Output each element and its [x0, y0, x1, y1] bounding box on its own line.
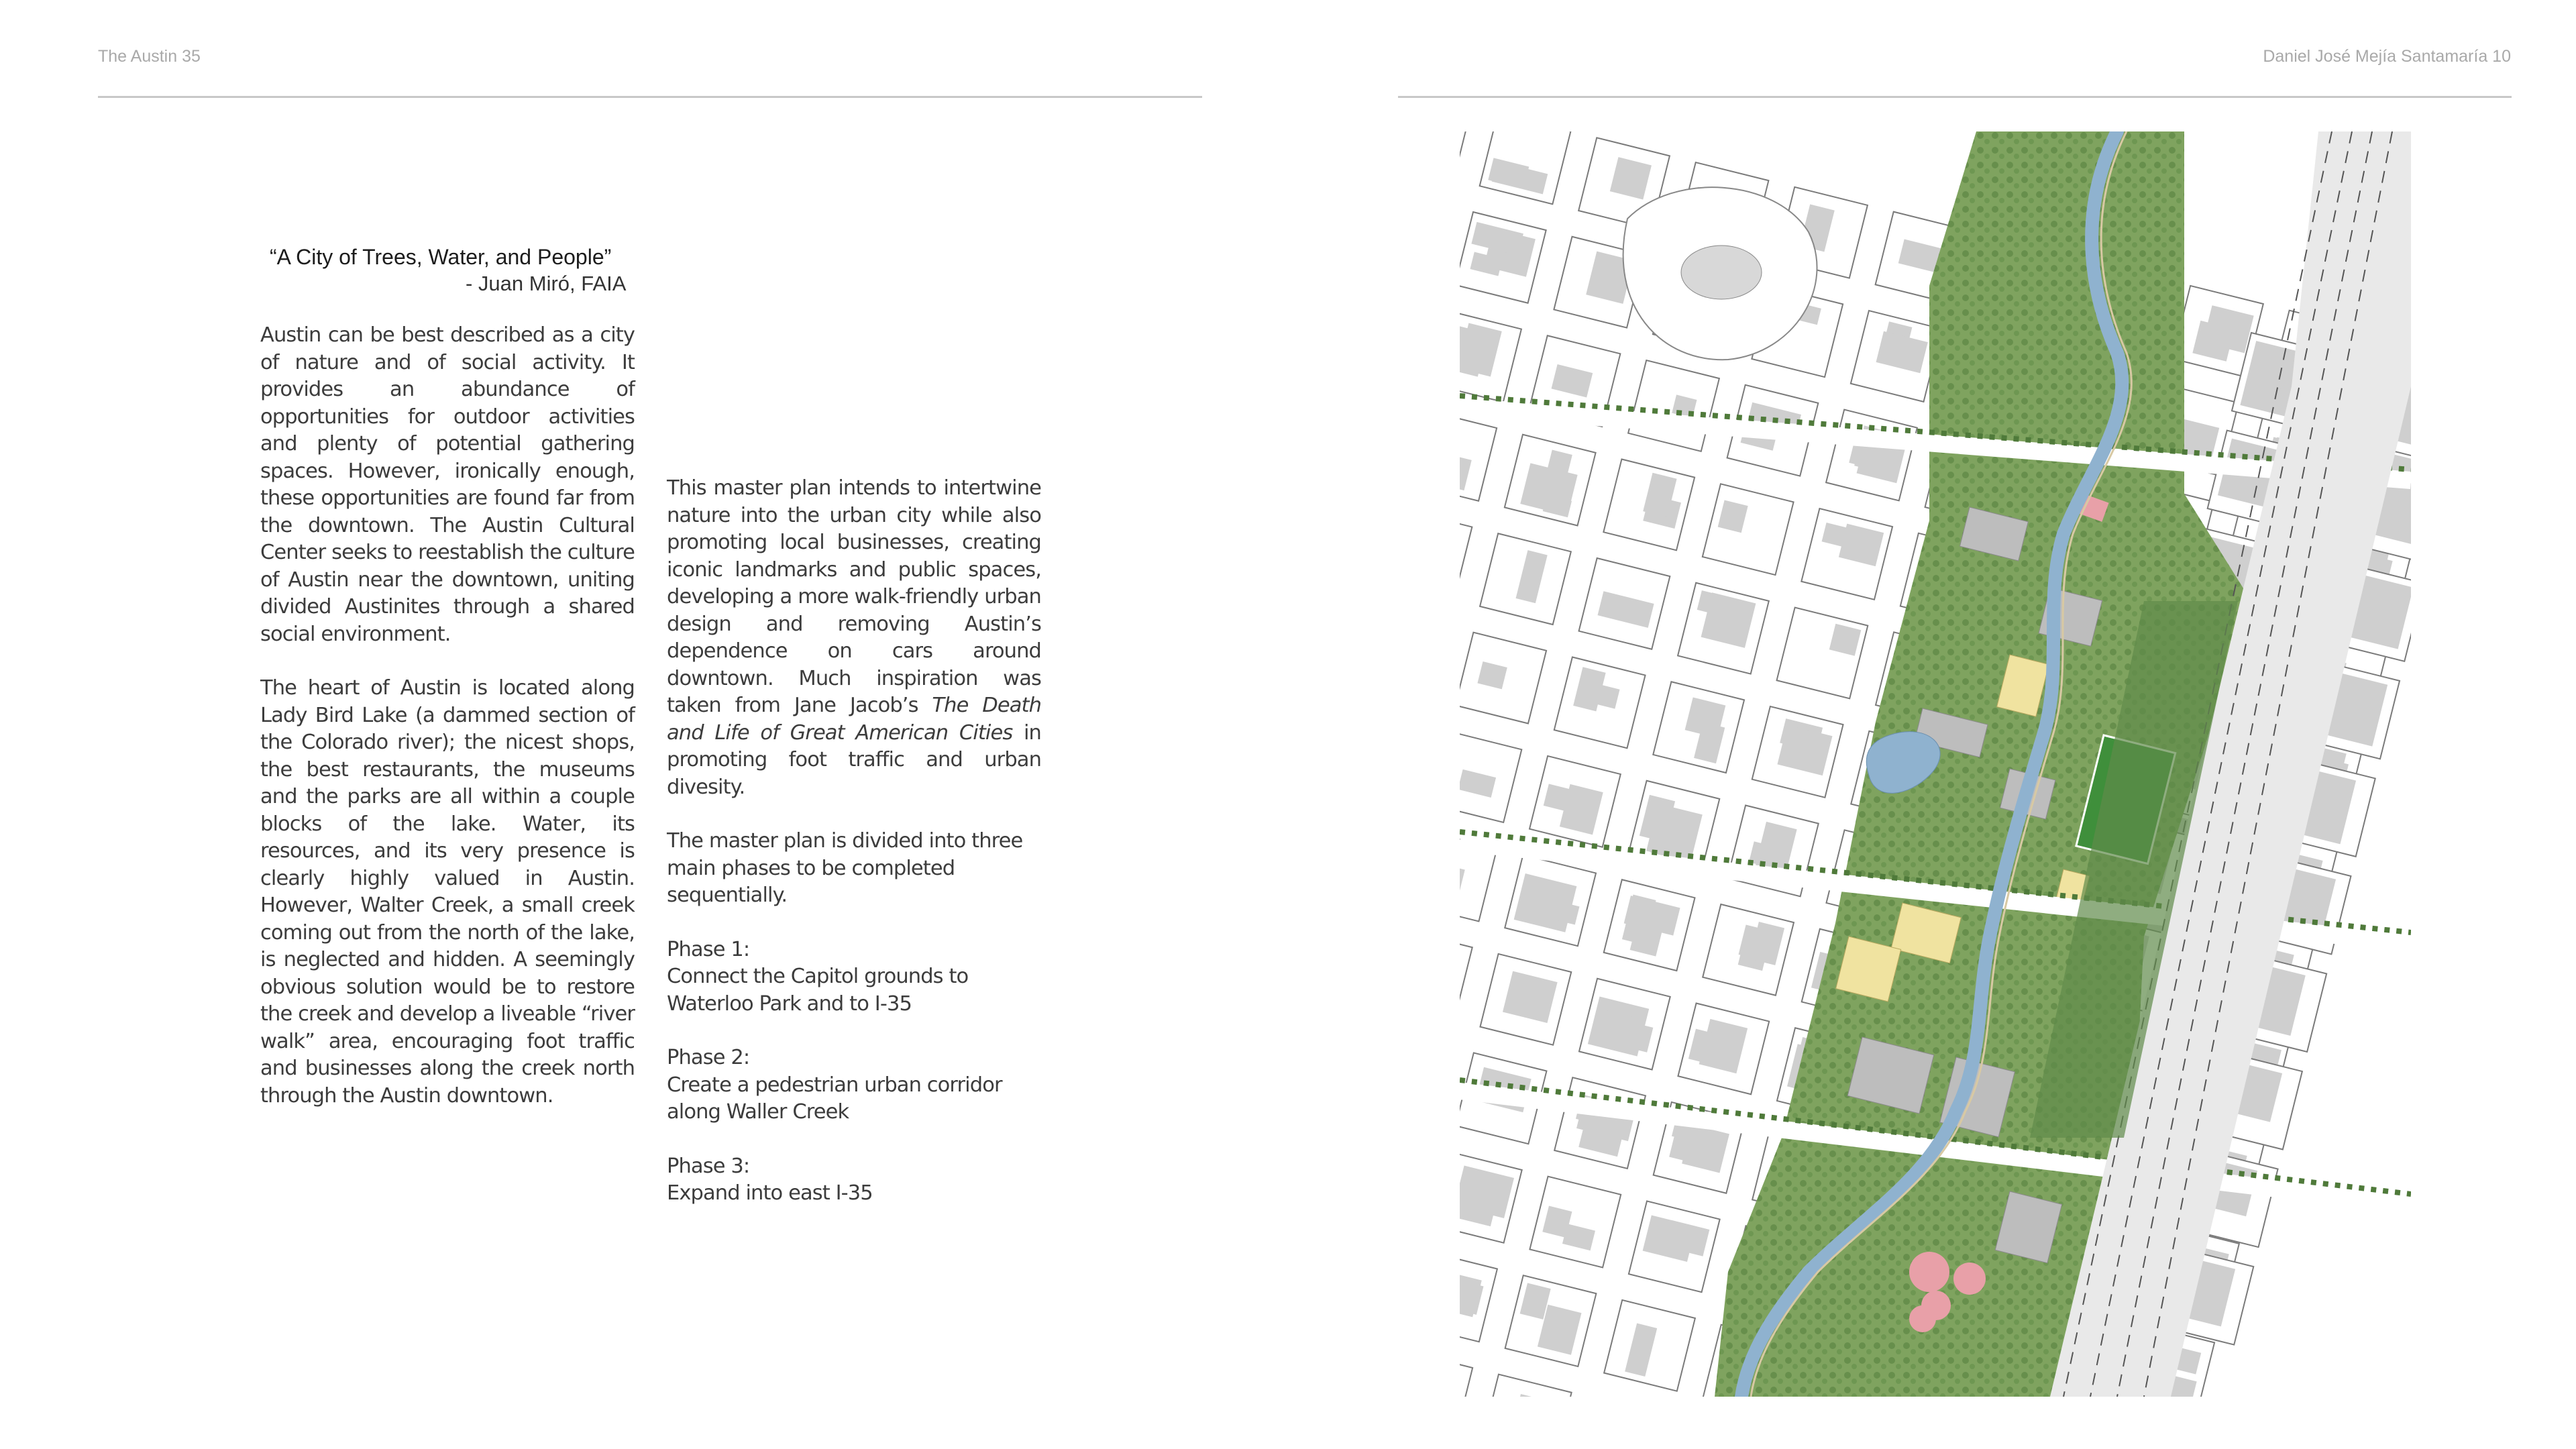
header-divider-left	[98, 96, 1202, 98]
phase-2-block	[667, 1044, 1041, 1126]
plaza-pavilion	[1953, 1263, 1986, 1295]
plaza-pavilion	[1909, 1305, 1936, 1332]
page-header-right: Daniel José Mejía Santamaría 10	[2263, 47, 2511, 66]
header-divider-right	[1398, 96, 2512, 98]
lady-bird-lake-paragraph: The heart of Austin is located along Lady Bird Lake (a dammed section of the Colorado river); the nicest shops, the best restaurants, the museums and the parks are all within a couple blocks of the lake. Water, its resources, and its very presence is clearly highly valued in Austin. However, Walter Creek, a small creek coming out from the north of the lake, is neglected and hidden. A seemingly obvious solution would be to restore the creek and develop a liveable “river walk” area, encouraging foot traffic and businesses along the creek north through the Austin downtown.	[260, 676, 635, 1108]
phase-3-text: Expand into east I-35	[667, 1181, 873, 1205]
page-header-left: The Austin 35	[98, 47, 201, 66]
phases-intro-paragraph: The master plan is divided into three main phases to be completed sequentially.	[667, 829, 1023, 907]
phase-1-block	[667, 936, 1041, 1018]
middle-text-column	[667, 475, 1041, 1234]
capitol-building	[1681, 246, 1762, 299]
intro-paragraph: Austin can be best described as a city of nature and of social activity. It provides an abundance of opportunities for outdoor activities and plenty of potential gathering spaces. However, ironically enough, these opportunities are found far from the downtown. The Austin Cultural Center seeks to reestablish the culture of Austin near the downtown, uniting divided Austinites through a shared social environment.	[260, 323, 635, 646]
plaza-pavilion	[1909, 1252, 1949, 1292]
master-plan-paragraph	[667, 475, 1041, 801]
master-plan-map	[1460, 131, 2411, 1397]
book-title: The Death and Life of Great American Cities	[667, 694, 1041, 745]
phase-2-text: Create a pedestrian urban corridor along Waller Creek	[667, 1073, 1002, 1124]
master-plan-text-b: in promoting foot traffic and urban divesity.	[667, 720, 1041, 799]
phase-3-label: Phase 3:	[667, 1154, 750, 1178]
quote-author: - Juan Miró, FAIA	[466, 272, 627, 295]
phase-1-text: Connect the Capitol grounds to Waterloo Park and to I-35	[667, 965, 969, 1016]
master-plan-map-drawing	[1460, 131, 2411, 1397]
phase-3-block	[667, 1153, 1041, 1208]
phase-1-label: Phase 1:	[667, 937, 750, 961]
left-text-column	[260, 322, 635, 1136]
quote-title: “A City of Trees, Water, and People”	[270, 245, 612, 269]
master-plan-text-a: This master plan intends to intertwine nature into the urban city while also promoting local businesses, creating iconic landmarks and public spaces, developing a more walk-friendly urban design and removing Austin’s dependence on cars around downtown. Much inspiration was taken from Jane Jacob’s	[667, 476, 1041, 717]
phase-2-label: Phase 2:	[667, 1046, 750, 1069]
